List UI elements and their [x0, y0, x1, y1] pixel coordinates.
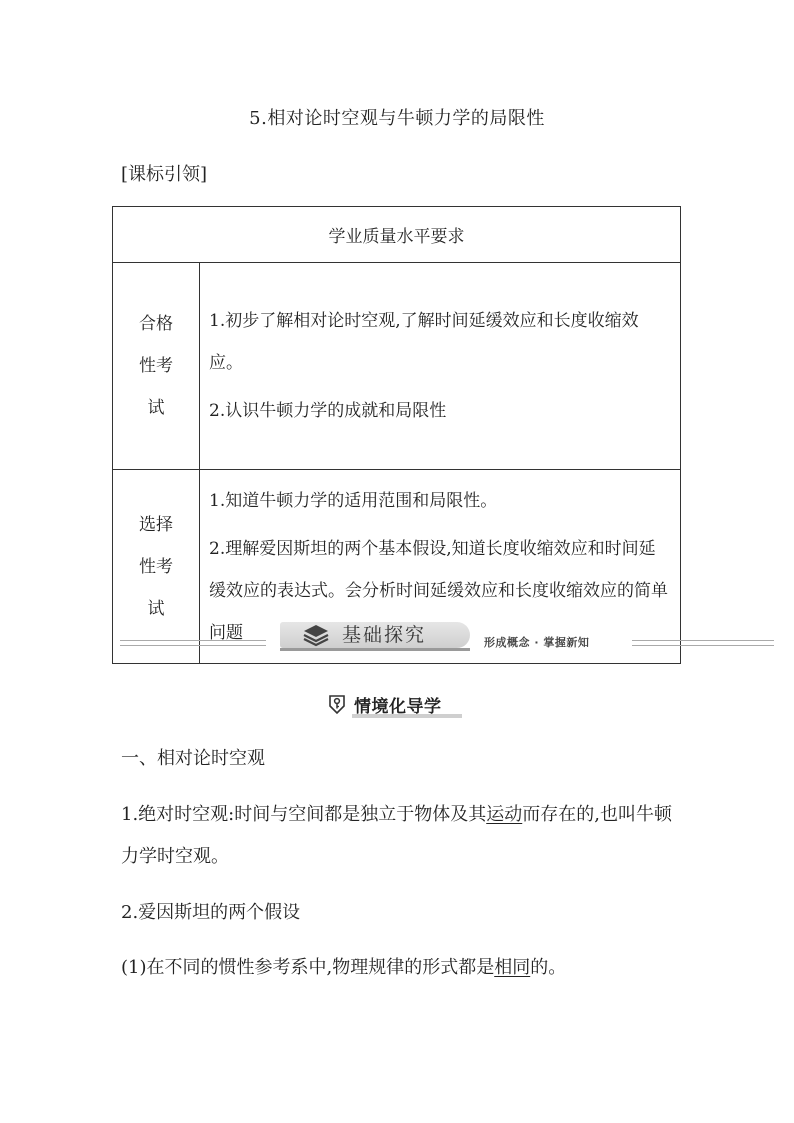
- category-line: 试: [147, 398, 165, 418]
- layers-icon: [302, 623, 330, 647]
- category-line: 选择: [139, 514, 173, 535]
- requirement-item: 2.认识牛顿力学的成就和局限性: [209, 401, 447, 421]
- requirement-item: 1.知道牛顿力学的适用范围和局限性。: [209, 490, 498, 511]
- banner-pill-underline: [280, 648, 470, 651]
- table-row: [113, 263, 681, 470]
- category-line: 合格: [139, 314, 173, 334]
- category-cell-qualifying: [113, 263, 200, 470]
- key-icon: [326, 693, 348, 715]
- content-heading: 一、相对论时空观: [121, 748, 265, 769]
- banner-rule-right: [632, 640, 774, 646]
- banner-title: 基础探究: [342, 624, 427, 646]
- requirement-item: 2.理解爱因斯坦的两个基本假设,知道长度收缩效应和时间延缓效应的表达式。会分析时间延缓效应和长度收缩效应的简单问题: [209, 538, 668, 643]
- requirements-cell: [200, 263, 681, 470]
- subheading-text: 情境化导学: [354, 697, 442, 717]
- standards-table: [112, 206, 681, 664]
- category-line: 性考: [139, 556, 173, 577]
- content-paragraph-1: [121, 794, 681, 878]
- text-run: 1.绝对时空观:时间与空间都是独立于物体及其: [121, 804, 487, 825]
- category-line: 性考: [139, 356, 173, 376]
- banner-tagline: 形成概念 · 掌握新知: [484, 636, 590, 649]
- text-run: 的。: [530, 957, 567, 978]
- table-header-row: [113, 207, 681, 263]
- content-paragraph-2: 2.爱因斯坦的两个假设: [121, 902, 301, 923]
- section-label: [课标引领]: [121, 164, 208, 185]
- category-line: 试: [147, 598, 165, 619]
- text-run: 而存在的,也叫牛顿力学时空观。: [121, 804, 672, 867]
- content-paragraph-3: [121, 947, 681, 989]
- section-banner: [120, 620, 774, 650]
- underlined-term: 运动: [486, 804, 523, 825]
- page-title: 5.相对论时空观与牛顿力学的局限性: [249, 108, 545, 129]
- requirement-item: 1.初步了解相对论时空观,了解时间延缓效应和长度收缩效应。: [209, 311, 639, 373]
- banner-rule-left: [120, 640, 266, 646]
- table-header: 学业质量水平要求: [113, 207, 681, 263]
- text-run: (1)在不同的惯性参考系中,物理规律的形式都是: [121, 957, 495, 978]
- underlined-term: 相同: [494, 957, 531, 978]
